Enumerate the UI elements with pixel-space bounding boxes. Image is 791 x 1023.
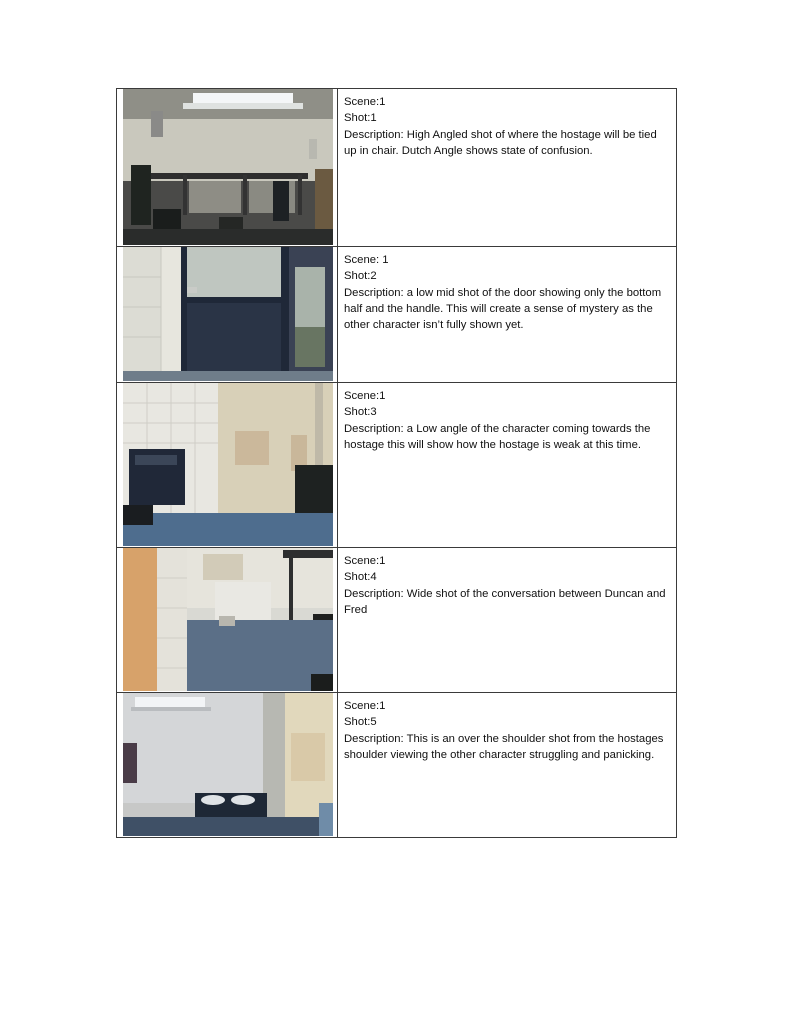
shot-row bbox=[117, 693, 677, 838]
scene-label: Scene:1 bbox=[344, 555, 386, 567]
shot-4-photo-graphic bbox=[123, 548, 333, 691]
shot-image-cell bbox=[117, 548, 338, 693]
shot-2-photo-graphic bbox=[123, 247, 333, 381]
shot-2-photo bbox=[123, 247, 333, 381]
shot-3-photo bbox=[123, 383, 333, 546]
shot-4-photo bbox=[123, 548, 333, 691]
shot-1-photo bbox=[123, 89, 333, 245]
storyboard-table bbox=[116, 88, 677, 838]
shot-label: Shot:1 bbox=[344, 112, 377, 125]
scene-label: Scene:1 bbox=[344, 700, 386, 712]
shot-label: Shot:2 bbox=[344, 270, 377, 283]
shot-description: Description: a low mid shot of the door showing only the bottom half and the handle. This will create a sense of mystery as the other character isn’t fully shown yet. bbox=[344, 286, 662, 332]
shot-image-cell bbox=[117, 89, 338, 247]
shot-description: Description: This is an over the shoulder shot from the hostages shoulder viewing the other character struggling and panicking. bbox=[344, 732, 664, 761]
shot-label: Shot:3 bbox=[344, 406, 377, 419]
shot-1-photo-graphic bbox=[123, 89, 333, 245]
shot-label: Shot:4 bbox=[344, 571, 377, 584]
shot-description: Description: Wide shot of the conversation between Duncan and Fred bbox=[344, 587, 666, 616]
shot-image-cell bbox=[117, 247, 338, 383]
scene-label: Scene:1 bbox=[344, 96, 386, 108]
shot-label: Shot:5 bbox=[344, 716, 377, 729]
shot-row bbox=[117, 89, 677, 247]
shot-description: Description: a Low angle of the character coming towards the hostage this will show how the hostage is weak at this time. bbox=[344, 422, 651, 451]
shot-5-photo bbox=[123, 693, 333, 836]
shot-text-cell bbox=[338, 693, 677, 838]
shot-text-cell bbox=[338, 383, 677, 548]
shot-row bbox=[117, 247, 677, 383]
shot-5-photo-graphic bbox=[123, 693, 333, 836]
scene-label: Scene: 1 bbox=[344, 254, 389, 266]
shot-text-cell bbox=[338, 548, 677, 693]
shot-image-cell bbox=[117, 693, 338, 838]
shot-row bbox=[117, 548, 677, 693]
shot-image-cell bbox=[117, 383, 338, 548]
scene-label: Scene:1 bbox=[344, 390, 386, 402]
shot-row bbox=[117, 383, 677, 548]
shot-text-cell bbox=[338, 89, 677, 247]
shot-description: Description: High Angled shot of where the hostage will be tied up in chair. Dutch Angle shows state of confusion. bbox=[344, 128, 657, 157]
shot-3-photo-graphic bbox=[123, 383, 333, 546]
shot-text-cell bbox=[338, 247, 677, 383]
